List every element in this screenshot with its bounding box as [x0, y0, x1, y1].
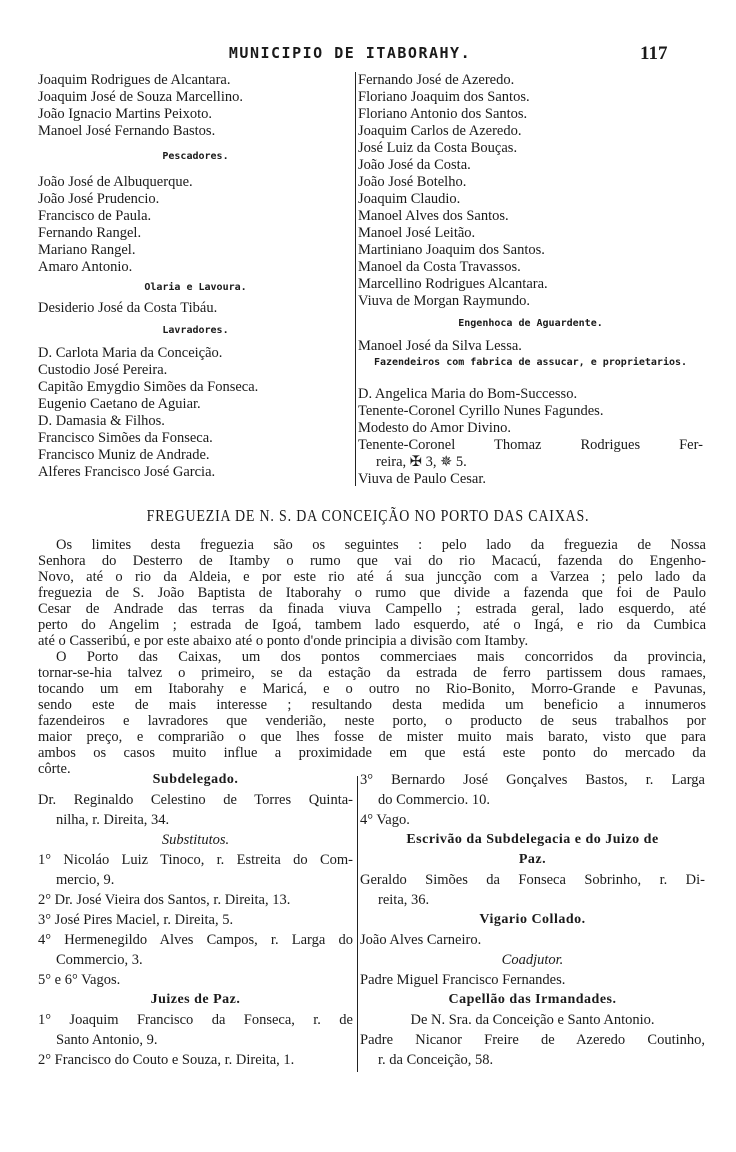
list-entry: D. Angelica Maria do Bom-Successo. [358, 386, 578, 402]
paragraph-line: tocando um em Itaborahy e Maricá, e o outro no Rio-Bonito, Morro-Grande e Pavunas, [38, 681, 706, 697]
list-entry: Tenente-Coronel Thomaz Rodrigues Fer- [358, 437, 703, 453]
column-divider [357, 776, 358, 1072]
entry-continuation: reita, 36. [378, 892, 430, 908]
entry-continuation: nilha, r. Direita, 34. [56, 812, 170, 828]
list-entry: Joaquim Claudio. [358, 191, 461, 207]
list-entry: Tenente-Coronel Cyrillo Nunes Fagundes. [358, 403, 604, 419]
list-entry: D. Carlota Maria da Conceição. [38, 345, 223, 361]
section-heading: Pescadores. [162, 151, 229, 162]
paragraph-line: maior preço, e comprarião o que lhes fosse de mister muito mais barato, visto que para [38, 729, 706, 745]
list-entry: Manoel José Fernando Bastos. [38, 123, 216, 139]
list-entry: Modesto do Amor Divino. [358, 420, 512, 436]
list-entry: Alferes Francisco José Garcia. [38, 464, 216, 480]
paragraph-line: côrte. [38, 761, 71, 777]
entry-continuation: mercio, 9. [56, 872, 115, 888]
list-entry: Mariano Rangel. [38, 242, 136, 258]
list-entry: Francisco Muniz de Andrade. [38, 447, 210, 463]
paragraph-line: Cesar de Andrade das terras da finada viuva Campello ; estrada geral, lado esquerdo, até [38, 601, 706, 617]
list-entry: 1° Nicoláo Luiz Tinoco, r. Estreita do Com- [38, 852, 353, 868]
list-entry: João José Prudencio. [38, 191, 160, 207]
paragraph-line: até o Casseribú, e por este abaixo até o ponto d'onde principia a divisão com Itamby. [38, 633, 529, 649]
section-heading: Coadjutor. [501, 952, 564, 968]
list-entry: De N. Sra. da Conceição e Santo Antonio. [410, 1012, 655, 1028]
list-entry: Manoel José Leitão. [358, 225, 476, 241]
list-entry: Joaquim Carlos de Azeredo. [358, 123, 522, 139]
list-entry: Padre Nicanor Freire de Azeredo Coutinho, [360, 1032, 705, 1048]
section-heading: Fazendeiros com fabrica de assucar, e proprietarios. [373, 357, 688, 368]
list-entry: 2° Dr. José Vieira dos Santos, r. Direita, 13. [38, 892, 291, 908]
list-entry: Manoel da Costa Travassos. [358, 259, 521, 275]
list-entry: Joaquim Rodrigues de Alcantara. [38, 72, 231, 88]
entry-continuation: r. da Conceição, 58. [378, 1052, 494, 1068]
list-entry: Desiderio José da Costa Tibáu. [38, 300, 218, 316]
section-heading: Substitutos. [161, 832, 230, 848]
list-entry: João José da Costa. [358, 157, 471, 173]
list-entry: João Ignacio Martins Peixoto. [38, 106, 212, 122]
list-entry: José Luiz da Costa Bouças. [358, 140, 518, 156]
list-entry: 3° José Pires Maciel, r. Direita, 5. [38, 912, 234, 928]
list-entry: Dr. Reginaldo Celestino de Torres Quinta- [38, 792, 353, 808]
entry-continuation: Santo Antonio, 9. [56, 1032, 158, 1048]
paragraph-line: Novo, até o rio da Aldeia, e por este rio até á sua juncção com a Varzea ; pelo lado da [38, 569, 706, 585]
section-heading: Capellão das Irmandades. [448, 992, 617, 1007]
list-entry: Custodio José Pereira. [38, 362, 168, 378]
page-number: 117 [640, 43, 668, 64]
list-entry: Joaquim José de Souza Marcellino. [38, 89, 243, 105]
list-entry: João Alves Carneiro. [360, 932, 482, 948]
bottom-left-column [38, 770, 353, 1070]
entry-continuation: Commercio, 3. [56, 952, 143, 968]
list-entry: Amaro Antonio. [38, 259, 133, 275]
paragraph-line: sendo este de mais interesse ; resultando desta medida um beneficio a innumeros [38, 697, 706, 713]
list-entry: Manoel Alves dos Santos. [358, 208, 509, 224]
section-heading: Lavradores. [162, 325, 229, 336]
paragraph-line: Os limites desta freguezia são os seguintes : pelo lado da freguezia de Nossa [56, 537, 706, 553]
top-left-column [38, 72, 353, 481]
section-heading: Olaria e Lavoura. [144, 282, 247, 293]
list-entry: Marcellino Rodrigues Alcantara. [358, 276, 548, 292]
list-entry: Viuva de Morgan Raymundo. [358, 293, 531, 309]
paragraph-line: Senhora do Desterro de Itamby o rumo que vai do rio Macacú, fazenda do Engenho- [38, 553, 706, 569]
paragraph-line: freguezia de S. João Baptista de Itaborahy o rumo que divide a fazenda que foi de Paulo [38, 585, 706, 601]
list-entry: 4° Hermenegildo Alves Campos, r. Larga do [38, 932, 353, 948]
list-entry: Capitão Emygdio Simões da Fonseca. [38, 379, 259, 395]
section-heading: Paz. [518, 852, 547, 867]
running-header-title: MUNICIPIO DE ITABORAHY. [228, 44, 472, 62]
body-paragraphs [38, 537, 706, 777]
entry-continuation: do Commercio. 10. [378, 792, 490, 808]
list-entry: 4° Vago. [360, 812, 410, 828]
list-entry: Floriano Joaquim dos Santos. [358, 89, 530, 105]
list-entry: Floriano Antonio dos Santos. [358, 106, 528, 122]
list-entry: João José de Albuquerque. [38, 174, 193, 190]
section-heading: Escrivão da Subdelegacia e do Juizo de [406, 832, 659, 847]
list-entry: D. Damasia & Filhos. [38, 413, 165, 429]
list-entry: Manoel José da Silva Lessa. [358, 338, 522, 354]
list-entry: Viuva de Paulo Cesar. [358, 471, 486, 487]
list-entry: Francisco de Paula. [38, 208, 152, 224]
list-entry: Geraldo Simões da Fonseca Sobrinho, r. Di- [360, 872, 705, 888]
section-heading: Engenhoca de Aguardente. [458, 318, 603, 329]
paragraph-line: perto do Angelim ; estrada de Igoá, tambem lado esquerdo, até o Ingá, e rio da Cumbica [38, 617, 706, 633]
top-right-column [358, 72, 703, 488]
paragraph-line: ambos os casos muito influe a proximidade em que está este ponto do mercado da [38, 745, 706, 761]
list-entry: 5° e 6° Vagos. [38, 972, 121, 988]
section-heading: Juizes de Paz. [150, 992, 241, 1007]
list-entry: Fernando Rangel. [38, 225, 142, 241]
list-entry: 2° Francisco do Couto e Souza, r. Direita, 1. [38, 1052, 295, 1068]
paragraph-line: tornar-se-hia talvez o primeiro, se da estação da estrada de ferro partissem dous ramaes, [38, 665, 706, 681]
section-heading: Subdelegado. [152, 772, 239, 787]
column-divider [355, 72, 356, 486]
section-title: FREGUEZIA DE N. S. DA CONCEIÇÃO NO PORTO DAS CAIXAS. [146, 506, 590, 525]
list-entry: João José Botelho. [358, 174, 467, 190]
bottom-right-column [360, 770, 705, 1070]
list-entry: Padre Miguel Francisco Fernandes. [360, 972, 566, 988]
list-entry: Francisco Simões da Fonseca. [38, 430, 213, 446]
paragraph-line: fazendeiros e lavradores que venderião, neste porto, o producto de seus trabalhos por [38, 713, 706, 729]
section-heading: Vigario Collado. [479, 912, 586, 927]
list-entry: 3° Bernardo José Gonçalves Bastos, r. Larga [360, 772, 705, 788]
entry-continuation: reira, ✠ 3, ✵ 5. [376, 454, 467, 470]
list-entry: Fernando José de Azeredo. [358, 72, 515, 88]
paragraph-line: O Porto das Caixas, um dos pontos commerciaes mais concorridos da provincia, [56, 649, 706, 665]
list-entry: Martiniano Joaquim dos Santos. [358, 242, 545, 258]
list-entry: Eugenio Caetano de Aguiar. [38, 396, 201, 412]
list-entry: 1° Joaquim Francisco da Fonseca, r. de [38, 1012, 353, 1028]
